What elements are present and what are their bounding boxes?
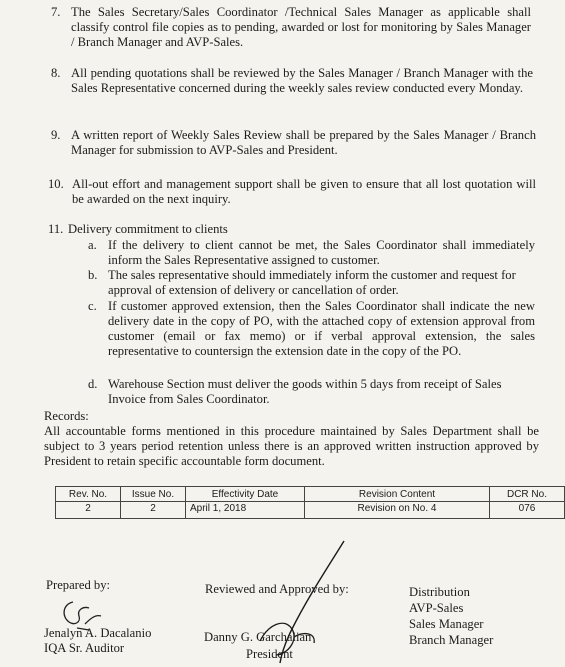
distribution-item-branch-manager: Branch Manager [409,633,494,647]
subitem-text: Warehouse Section must deliver the goods within 5 days from receipt of Sales Invoice from Sales Coordinator. [108,377,502,406]
subitem-text: If the delivery to client cannot be met, the Sales Coordinator shall immediately inform the Sales Representative assigned to customer. [108,238,535,267]
reviewed-title: President [246,647,293,661]
header-rev-no: Rev. No. [56,487,121,502]
subitem-text: The sales representative should immediately inform the customer and request for approval of extension of delivery or cancellation of order. [108,268,516,297]
subitem-a [88,238,535,270]
header-revision-content: Revision Content [305,487,490,502]
prepared-name: Jenalyn A. Dacalanio [44,626,152,640]
header-effectivity-date: Effectivity Date [186,487,305,502]
cell-revision-content: Revision on No. 4 [305,502,490,519]
item-8 [51,66,533,114]
item-text: All pending quotations shall be reviewed by the Sales Manager / Branch Manager with the Sales Representative concerned during the weekly sales review conducted every Monday. [71,66,533,95]
item-number: 11. [48,222,64,236]
item-number: 9. [51,128,61,142]
subitem-letter: b. [88,268,98,282]
subitem-letter: d. [88,377,98,391]
item-text: All-out effort and management support shall be given to ensure that all lost quotation will be awarded on the next inquiry. [72,177,536,206]
header-dcr-no: DCR No. [490,487,565,502]
prepared-title: IQA Sr. Auditor [44,641,125,655]
distribution-item-sales-manager: Sales Manager [409,617,484,631]
item-text: A written report of Weekly Sales Review shall be prepared by the Sales Manager / Branch Manager for submission to AVP-Sales and President. [71,128,536,157]
distribution-label: Distribution [409,585,470,599]
subitem-text: If customer approved extension, then the Sales Coordinator shall indicate the new delivery date in the copy of PO, with the attached copy of extension approval from customer (email or fax memo) or if verbal approval extension, the sales representative to countersign the extension date in the copy of the PO. [108,299,535,358]
distribution-item-avp-sales: AVP-Sales [409,601,464,615]
item-text: The Sales Secretary/Sales Coordinator /Technical Sales Manager as applicable shall classify control file copies as to pending, awarded or lost for monitoring by Sales Manager / Branch Manager and AVP-Sales. [71,5,531,49]
item-10 [48,177,536,209]
item-11 [48,222,536,238]
subitem-letter: a. [88,238,97,252]
revision-table [55,486,565,519]
subitem-c [88,299,535,377]
subitem-b [88,268,535,300]
cell-rev-no: 2 [56,502,121,519]
header-issue-no: Issue No. [121,487,186,502]
cell-effectivity-date: April 1, 2018 [186,502,305,519]
item-number: 8. [51,66,61,80]
prepared-by-label: Prepared by: [46,578,110,592]
item-number: 10. [48,177,64,191]
records-heading: Records: [44,409,89,423]
reviewed-by-label: Reviewed and Approved by: [205,582,349,596]
item-text: Delivery commitment to clients [68,222,228,236]
records-body: All accountable forms mentioned in this procedure maintained by Sales Department shall be subject to 3 years period retention unless there is an approved written instruction approved by President to retain specific accountable form document. [44,424,539,468]
item-9 [51,128,536,160]
cell-dcr-no: 076 [490,502,565,519]
reviewed-name: Danny G. Garchalian [204,630,312,644]
table-header-row [56,487,565,502]
item-number: 7. [51,5,61,19]
item-7 [51,5,531,53]
cell-issue-no: 2 [121,502,186,519]
subitem-d [88,377,535,409]
table-row [56,502,565,519]
subitem-letter: c. [88,299,97,313]
